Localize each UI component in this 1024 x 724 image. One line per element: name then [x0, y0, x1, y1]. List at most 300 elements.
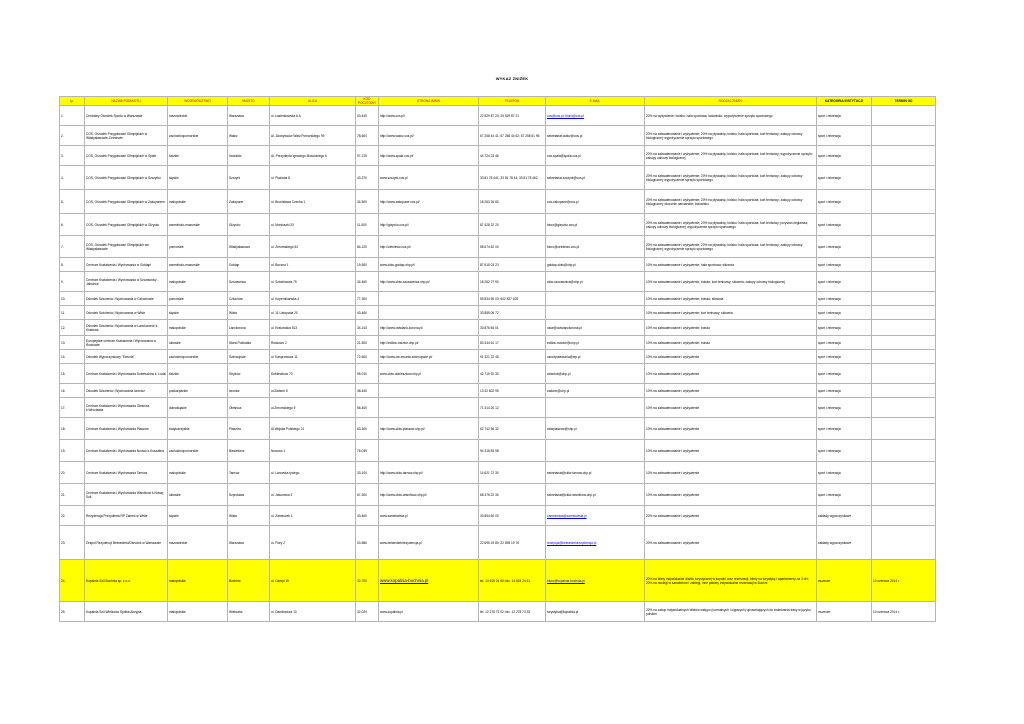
cell-postal-code: 72-600 [356, 350, 379, 364]
cell-street: Nosowo 1 [270, 440, 356, 462]
cell-discount-type: 10% na zakwaterowanie i wyżywienie [645, 364, 817, 384]
cell-street: ul. Zameczek 1 [270, 506, 356, 526]
cell-street: ul. Łazienkowska 6 A [270, 106, 356, 126]
cell-entity-name: Centrum Kształcenia i Wychowania Wiśnifców k.Nowej Soli [85, 484, 168, 506]
cell-voivodeship: śląskie [168, 166, 228, 190]
cell-street: ul. Jaworowa 3 [270, 484, 356, 506]
cell-email: sekretariat@ckiw-tarnow.ohp.pl [546, 462, 645, 484]
cell-category: sport i rekreacja [817, 126, 872, 146]
cell-city: Oleśnica [228, 398, 270, 418]
cell-discount-type: 20% na bilety indywidualne dla/do turystycznej w kopalni oraz rezerwacji; bilety na turystykę i apartamenty na 3 dni; 20% na noclegi w sanatorium i zabiegi; inne pakiety indywidualne rezerwacji w Bochni [645, 560, 817, 602]
cell-website: http://www.zakopane.cos.pl/ [379, 190, 479, 214]
cell-voivodeship: małopolskie [168, 602, 228, 622]
table-row [60, 440, 936, 462]
cell-voivodeship: lubuskie [168, 336, 228, 350]
cell-discount-type: 10% na zakwaterowanie i wyżywienie; kort tenisowy; siłownia [645, 306, 817, 320]
cell-row-number: 4. [60, 166, 85, 190]
cell-voivodeship: śląskie [168, 306, 228, 320]
cell-street: ul. Krakowska 513 [270, 320, 356, 336]
cell-phone: 14 621 72 30 [479, 462, 546, 484]
cell-voivodeship: lubuskie [168, 484, 228, 506]
cell-email: osrodpraewunia@wp.pl [546, 350, 645, 364]
cell-category: muzeum [817, 560, 872, 602]
cell-website: http://ecikiw-rodzice.ohp.pl/ [379, 336, 479, 350]
table-row [60, 146, 936, 166]
cell-website: http://www.spala.cos.pl/ [379, 146, 479, 166]
cell-entity-name: Centrum Kształcenia i Wychowania Oleśnica k.Wrocławia [85, 398, 168, 418]
cell-discount-type: 20% na zakwaterowanie i wyżywienie; 20% na pływalnię; boisko; hala sportowa; kort tenisowy; zakupy odnowy biologicznej; skocznie narciarskie; lodowisko [645, 190, 817, 214]
cell-street: Al. Zdobywców Wału Pomorskiego 99 [270, 126, 356, 146]
cell-discount-type: 10% na zakwaterowanie i wyżywienie; boisko; kort tenisowy; siłownia; zakupy odnowy biologicznej [645, 272, 817, 292]
cell-city: Szczyrk [228, 166, 270, 190]
cell-date-from [872, 384, 936, 398]
email-link[interactable]: recepcja@belwederkirezydencja.pl [547, 540, 597, 545]
cell-postal-code: 77-300 [356, 292, 379, 306]
cell-voivodeship: podkarpackie [168, 384, 228, 398]
cell-row-number: 10. [60, 292, 85, 306]
table-row [60, 506, 936, 526]
cell-email[interactable] [546, 106, 645, 126]
cell-website: www.kopalnia.pl [379, 602, 479, 622]
cell-website: http://www.ckiw-tarnow.ohp.pl/ [379, 462, 479, 484]
cell-website [379, 292, 479, 306]
cell-row-number: 16. [60, 384, 85, 398]
cell-entity-name: COS, Ośrodek Przygotowań Olimpijskich we Władysławowie [85, 236, 168, 258]
discounts-table [59, 96, 936, 622]
cell-row-number: 9. [60, 272, 85, 292]
cell-street: ul. Lwowska tyciego [270, 462, 356, 484]
cell-city: Szczawnica [228, 272, 270, 292]
cell-postal-code: 34-500 [356, 190, 379, 214]
cell-voivodeship: łódzkie [168, 364, 228, 384]
cell-category: sport i rekreacja [817, 320, 872, 336]
cell-email: ckiwplaszow@ohp.pl [546, 418, 645, 440]
cell-email: biuro@cetniewo.cos.pl [546, 236, 645, 258]
cell-street: ul. Moniuszki 20 [270, 214, 356, 236]
cell-discount-type: 10% na zakwaterowanie i wyżywienie; boisko; siłownia [645, 292, 817, 306]
cell-postal-code: 95-010 [356, 364, 379, 384]
cell-website[interactable] [379, 560, 479, 602]
cell-date-from [872, 292, 936, 306]
cell-city: Bochnia [228, 560, 270, 602]
table-body [60, 106, 936, 622]
table-row [60, 384, 936, 398]
cell-phone: 22 695 19 80; 22 695 19 76 [479, 526, 546, 560]
cell-email: ecikiw-rodzice@ohp.pl [546, 336, 645, 350]
cell-voivodeship: mazowieckie [168, 106, 228, 126]
cell-date-from [872, 106, 936, 126]
cell-row-number: 17. [60, 398, 85, 418]
cell-phone: 44 724 23 46 [479, 146, 546, 166]
cell-website [379, 384, 479, 398]
cell-discount-type: 10% na zakwaterowanie i wyżywienie [645, 484, 817, 506]
cell-discount-type: 10% na zakwaterowanie i wyżywienie [645, 350, 817, 364]
table-row [60, 350, 936, 364]
cell-email: goldap-ckiw@ohp.pl [546, 258, 645, 272]
cell-website: www.belwederkirezydencja.pl [379, 526, 479, 560]
cell-postal-code: 56-400 [356, 398, 379, 418]
cell-city: Wisła [228, 306, 270, 320]
cell-website: www.zamekwisla.pl [379, 506, 479, 526]
table-row [60, 462, 936, 484]
cell-row-number: 11. [60, 306, 85, 320]
header-phone: TELEFON [479, 97, 546, 106]
cell-date-from [872, 190, 936, 214]
table-row [60, 126, 936, 146]
cell-street: Dobieszków 70 [270, 364, 356, 384]
cell-date-from [872, 272, 936, 292]
table-row [60, 398, 936, 418]
cell-date-from: 10 czerwca 2014 r. [872, 602, 936, 622]
cell-email: ckiw-szczawnica@ohp.pl [546, 272, 645, 292]
cell-city: Inowłódz [228, 146, 270, 166]
cell-discount-type: 10% na zakwaterowanie i wyżywienie; boisko [645, 320, 817, 336]
cell-category: sport i rekreacja [817, 440, 872, 462]
cell-street: ul.Żeromskiego 9 [270, 398, 356, 418]
cell-street: Al.Wojska Polskiego 21 [270, 418, 356, 440]
cell-street: ul. Campi 15 [270, 560, 356, 602]
cell-date-from [872, 398, 936, 418]
email-link[interactable]: zamekwisla@zamekwisla.pl [547, 513, 587, 518]
email-link[interactable]: cos@cos.pl; biuro@cos.pl [547, 113, 584, 118]
cell-street: ul. Kasprowicza 11 [270, 350, 356, 364]
cell-voivodeship: pomorskie [168, 236, 228, 258]
cell-street: ul. Kopernikańska 4 [270, 292, 356, 306]
cell-email[interactable] [546, 560, 645, 602]
cell-discount-type: 20% na zakwaterowanie i wyżywienie; 20% na pływalnię; boisko; hala sportowa; kort tenisowy; zakupy odnowy biologicznej; wypożyczenie sprzętu sportowego [645, 236, 817, 258]
cell-email: sekretariat.walcz@cos.pl [546, 126, 645, 146]
cell-postal-code: 19-500 [356, 258, 379, 272]
cell-entity-name: COS, Ośrodek Przygotowań Olimpijskich w Zakopanem [85, 190, 168, 214]
cell-phone: 91 321 22 45 [479, 350, 546, 364]
cell-city: Szprotawa [228, 484, 270, 506]
cell-phone: 59 834 55 03; 602 837 625 [479, 292, 546, 306]
header-zip: KOD POCZTOWY [356, 97, 379, 106]
cell-category: sport i rekreacja [817, 484, 872, 506]
cell-website: http://www.ckiw-plaszow.ohp.pl/ [379, 418, 479, 440]
cell-city: Lanckorona [228, 320, 270, 336]
cell-category: sport i rekreacja [817, 306, 872, 320]
cell-discount-type: 20% na zakwaterowanie i wyżywienie [645, 526, 817, 560]
cell-phone: 87 428 22 20 [479, 214, 546, 236]
cell-postal-code: 32-700 [356, 560, 379, 602]
cell-street: ul. Żeromskiego 52 [270, 236, 356, 258]
cell-row-number: 3. [60, 146, 85, 166]
cell-date-from [872, 336, 936, 350]
cell-discount-type: 20% na zakup indywidualnych biletów wstępu (normalnych i ulgowych) uprawniających do zwiedzania trasy w języku polskim [645, 602, 817, 622]
cell-voivodeship: małopolskie [168, 560, 228, 602]
cell-date-from [872, 166, 936, 190]
cell-postal-code: 43-460 [356, 506, 379, 526]
cell-category: sport i rekreacja [817, 292, 872, 306]
header-street: ULICA [270, 97, 356, 106]
cell-category: sport i rekreacja [817, 258, 872, 272]
cell-street: ul. Bronisława Czecha 1 [270, 190, 356, 214]
cell-phone: 67 258 44 41; 67 258 44 62; 67 258 61 96 [479, 126, 546, 146]
cell-website: http://www.ckiw-wisnifcow.ohp.pl/ [379, 484, 479, 506]
cell-voivodeship: świętokrzyskie [168, 418, 228, 440]
cell-email: cos-spala@spala.cos.pl [546, 146, 645, 166]
cell-date-from [872, 146, 936, 166]
cell-row-number: 8. [60, 258, 85, 272]
cell-email[interactable] [546, 526, 645, 560]
cell-city: Giżycko [228, 214, 270, 236]
cell-postal-code: 00-586 [356, 526, 379, 560]
cell-entity-name: Ośrodek Szkolenia i Wychowania Iwonicz [85, 384, 168, 398]
cell-category: sport i rekreacja [817, 398, 872, 418]
cell-street: ul. Flory 2 [270, 526, 356, 560]
cell-voivodeship: śląskie [168, 506, 228, 526]
cell-entity-name: Ośrodek Wypoczynkowy "Ewunia" [85, 350, 168, 364]
table-row [60, 336, 936, 350]
cell-street: ul. 11 Listopada 20 [270, 306, 356, 320]
cell-phone: 22 529 87 20; 25 529 87 21 [479, 106, 546, 126]
table-row [60, 320, 936, 336]
cell-entity-name: Centrum Kształcenia i Wychowania w Szczawnicy - Jabłonce [85, 272, 168, 292]
cell-email[interactable] [546, 506, 645, 526]
cell-phone: 68 376 22 30 [479, 484, 546, 506]
cell-website: www.szczyrk.cos.pl [379, 166, 479, 190]
cell-row-number: 19. [60, 440, 85, 462]
cell-row-number: 18. [60, 418, 85, 440]
cell-date-from [872, 320, 936, 336]
table-row [60, 272, 936, 292]
cell-date-from [872, 350, 936, 364]
cell-category: sport i rekreacja [817, 214, 872, 236]
cell-city: Gołdap [228, 258, 270, 272]
cell-website: http://cetniewo.cos.pl/ [379, 236, 479, 258]
cell-category: sport i rekreacja [817, 336, 872, 350]
cell-row-number: 5. [60, 190, 85, 214]
cell-row-number: 13. [60, 336, 85, 350]
cell-city: Stryków [228, 364, 270, 384]
cell-phone: 42 719 92 30 [479, 364, 546, 384]
cell-email [546, 306, 645, 320]
table-row [60, 236, 936, 258]
cell-phone: 83 344 61 17 [479, 336, 546, 350]
cell-email [546, 440, 645, 462]
cell-city: Biesiekierz [228, 440, 270, 462]
cell-category: sport i rekreacja [817, 106, 872, 126]
cell-entity-name: Europejskie centrum Kształcenia i Wychowania w Roskowie [85, 336, 168, 350]
header-lp: Lp. [60, 97, 85, 106]
cell-entity-name: COS, Ośrodek Przygotowań Olimpijskich w Giżycku [85, 214, 168, 236]
cell-discount-type: 10% na zakwaterowanie i wyżywienie; hala sportowa; siłownia [645, 258, 817, 272]
cell-website: http://www.walcz.cos.pl/ [379, 126, 479, 146]
cell-phone: 62 742 56 32 [479, 418, 546, 440]
table-row [60, 106, 936, 126]
cell-entity-name: Ośrodek Szkolenia i Wychowania w Wiśle [85, 306, 168, 320]
cell-category: sport i rekreacja [817, 146, 872, 166]
cell-voivodeship: warmińsko-mazurskie [168, 258, 228, 272]
header-city: MIASTO [228, 97, 270, 106]
cell-phone: 33 876 84 01 [479, 320, 546, 336]
cell-category: sport i rekreacja [817, 190, 872, 214]
cell-category: sport i rekreacja [817, 166, 872, 190]
cell-postal-code: 43-460 [356, 306, 379, 320]
email-link[interactable]: biuro@kopalnia-bochnia.pl [547, 578, 585, 583]
cell-phone: 94 318 83 98 [479, 440, 546, 462]
cell-date-from [872, 484, 936, 506]
cell-voivodeship: dolnośląskie [168, 398, 228, 418]
cell-row-number: 25. [60, 602, 85, 622]
header-email: E-MAIL [546, 97, 645, 106]
cell-entity-name: Kopalnia Soli Bochnia sp. z o.o. [85, 560, 168, 602]
cell-row-number: 20. [60, 462, 85, 484]
cell-row-number: 14. [60, 350, 85, 364]
cell-email [546, 398, 645, 418]
cell-date-from [872, 462, 936, 484]
cell-voivodeship: warmińsko-mazurskie [168, 214, 228, 236]
cell-discount-type: 20% na zakwaterowanie i wyżywienie; 20% na pływalnię; boisko; hala sportowa; kort tenisowy; przystań żeglarska; zakupy odnowy biologicznej; wypożyczenie sprzętu sportowego [645, 214, 817, 236]
header-www: STRONA WWW [379, 97, 479, 106]
cell-discount-type: 10% na zakwaterowanie i wyżywienie [645, 462, 817, 484]
cell-category: sport i rekreacja [817, 384, 872, 398]
cell-email: sekretariat@ckiw-wisnifcow.ohp.pl [546, 484, 645, 506]
header-category: KATEGORIA INSTYTUCJI [817, 97, 872, 106]
cell-city: Świnoujście [228, 350, 270, 364]
cell-postal-code: 43-370 [356, 166, 379, 190]
cell-entity-name: COS, Ośrodek Przygotowań Olimpijskich w Władysławowie-Cetniewie [85, 126, 168, 146]
cell-postal-code: 38-440 [356, 384, 379, 398]
cell-date-from [872, 236, 936, 258]
header-discount: RODZAJ ZNIŻKI [645, 97, 817, 106]
cell-entity-name: Ośrodek Szkolenia i Wychowania w Człuchowie [85, 292, 168, 306]
cell-street: ul. Daniłowicza 10 [270, 602, 356, 622]
cell-website: www.ckiw-goldap.ohp.pl/ [379, 258, 479, 272]
cell-postal-code: 63-300 [356, 418, 379, 440]
cell-entity-name: Centrum Kształcenia i Wychowania Noowo k.Koszalina [85, 440, 168, 462]
cell-email [546, 292, 645, 306]
cell-category: sport i rekreacja [817, 364, 872, 384]
cell-entity-name: Rezydencja Prezydenta RP Zamek w Wiśle [85, 506, 168, 526]
table-row [60, 292, 936, 306]
cell-website [379, 440, 479, 462]
cell-website: http://www.ow-ewunia.swinoujscie.pl/ [379, 350, 479, 364]
cell-email: zadwor@ohp.pl [546, 384, 645, 398]
cell-date-from [872, 440, 936, 462]
cell-category: muzeum [817, 602, 872, 622]
cell-row-number: 22. [60, 506, 85, 526]
table-row [60, 364, 936, 384]
cell-row-number: 12. [60, 320, 85, 336]
cell-street: ul. Sztolnicowa 75 [270, 272, 356, 292]
cell-postal-code: 21-500 [356, 336, 379, 350]
cell-postal-code: 00-449 [356, 106, 379, 126]
table-row [60, 602, 936, 622]
cell-city: Władysławowo [228, 236, 270, 258]
table-row [60, 258, 936, 272]
cell-city: Płaszów [228, 418, 270, 440]
cell-discount-type: 10% na zakwaterowanie i wyżywienie [645, 384, 817, 398]
cell-phone: 13 42 602 95 [479, 384, 546, 398]
cell-phone: 33 855 06 72 [479, 306, 546, 320]
cell-email: osiw@osiwlanckorona.pl [546, 320, 645, 336]
cell-voivodeship: zachodniopomorskie [168, 440, 228, 462]
cell-date-from [872, 506, 936, 526]
cell-row-number: 24. [60, 560, 85, 602]
header-date-from: TERMIN OD [872, 97, 936, 106]
cell-row-number: 6. [60, 214, 85, 236]
cell-phone: tel. 12 278 73 02; fax. 12 278 73 33 [479, 602, 546, 622]
cell-postal-code: 84-120 [356, 236, 379, 258]
cell-voivodeship: małopolskie [168, 190, 228, 214]
table-row [60, 560, 936, 602]
cell-postal-code: 32-020 [356, 602, 379, 622]
cell-category: sport i rekreacja [817, 350, 872, 364]
cell-voivodeship: zachodniopomorskie [168, 126, 228, 146]
cell-phone: tel. 14 615 24 60; fax. 14 615 24 61 [479, 560, 546, 602]
cell-row-number: 21. [60, 484, 85, 506]
cell-discount-type: 20% na zakwaterowanie i wyżywienie [645, 506, 817, 526]
cell-row-number: 2. [60, 126, 85, 146]
table-row [60, 166, 936, 190]
cell-voivodeship: małopolskie [168, 462, 228, 484]
cell-voivodeship: małopolskie [168, 320, 228, 336]
cell-discount-type: 10% na zakwaterowanie i wyżywienie [645, 440, 817, 462]
cell-discount-type: 10% na zakwaterowanie i wyżywienie [645, 398, 817, 418]
cell-date-from [872, 214, 936, 236]
cell-city: Wałcz [228, 126, 270, 146]
cell-city: Warszawa [228, 526, 270, 560]
cell-category: zakłady wypoczynkowe [817, 506, 872, 526]
cell-date-from [872, 258, 936, 272]
cell-entity-name: Centrum Kształcenia i Wychowania w Gołdapi [85, 258, 168, 272]
cell-postal-code: 67-300 [356, 484, 379, 506]
cell-city: Tarnów [228, 462, 270, 484]
cell-discount-type: 20% na zakwaterowanie i wyżywienie; 20% na pływalnię; boisko; hala sportowa; kort tenisowy; zakupy odnowy biologicznej; wypożyczenie sprzętu sportowego [645, 126, 817, 146]
cell-entity-name: Centrum Kształcenia i Wychowania Dobieszków k. Łodzi [85, 364, 168, 384]
header-row [60, 97, 936, 106]
cell-phone: 87 615 03 23 [479, 258, 546, 272]
cell-street: Al. Prezydenta Ignacego Mościckiego 6 [270, 146, 356, 166]
cell-voivodeship: pomorskie [168, 292, 228, 306]
cell-voivodeship: mazowieckie [168, 526, 228, 560]
cell-date-from [872, 364, 936, 384]
cell-entity-name: Kopalnia Soli Wieliczka Spółka Akcyjna [85, 602, 168, 622]
cell-phone: 18 262 27 90 [479, 272, 546, 292]
cell-city: Stara Podbabia [228, 336, 270, 350]
cell-voivodeship: małopolskie [168, 272, 228, 292]
cell-postal-code: 76-039 [356, 440, 379, 462]
cell-row-number: 15. [60, 364, 85, 384]
website-link[interactable]: www.kopalnia-bochnia.pl [380, 577, 429, 583]
cell-street: ul. Plażowa 8 [270, 166, 356, 190]
cell-email: ckiwdob@ohp.pl [546, 364, 645, 384]
cell-phone: 18 263 26 80 [479, 190, 546, 214]
cell-email: turystyka@kopalnia.pl [546, 602, 645, 622]
cell-city: Zakopane [228, 190, 270, 214]
cell-voivodeship: łódzkie [168, 146, 228, 166]
cell-city: Iwonicz [228, 384, 270, 398]
cell-postal-code: 34-460 [356, 272, 379, 292]
cell-website: http://www.osiwlank-korona.pl/ [379, 320, 479, 336]
cell-city: Człuchów [228, 292, 270, 306]
document-title: WYKAZ ZNIŻEK [495, 76, 529, 81]
cell-discount-type: 10% na zakwaterowanie i wyżywienie [645, 418, 817, 440]
cell-entity-name: Centrum Kształcenia i Wychowania Tarnów [85, 462, 168, 484]
cell-row-number: 7. [60, 236, 85, 258]
cell-date-from [872, 126, 936, 146]
cell-discount-type: 10% na zakwaterowanie i wyżywienie; boisko [645, 336, 817, 350]
cell-phone: 58 674 62 00 [479, 236, 546, 258]
cell-category: sport i rekreacja [817, 272, 872, 292]
table-row [60, 190, 936, 214]
cell-date-from [872, 418, 936, 440]
cell-street: ul. Boczna 1 [270, 258, 356, 272]
cell-email: biuro@gizycko.cos.pl [546, 214, 645, 236]
cell-date-from [872, 306, 936, 320]
